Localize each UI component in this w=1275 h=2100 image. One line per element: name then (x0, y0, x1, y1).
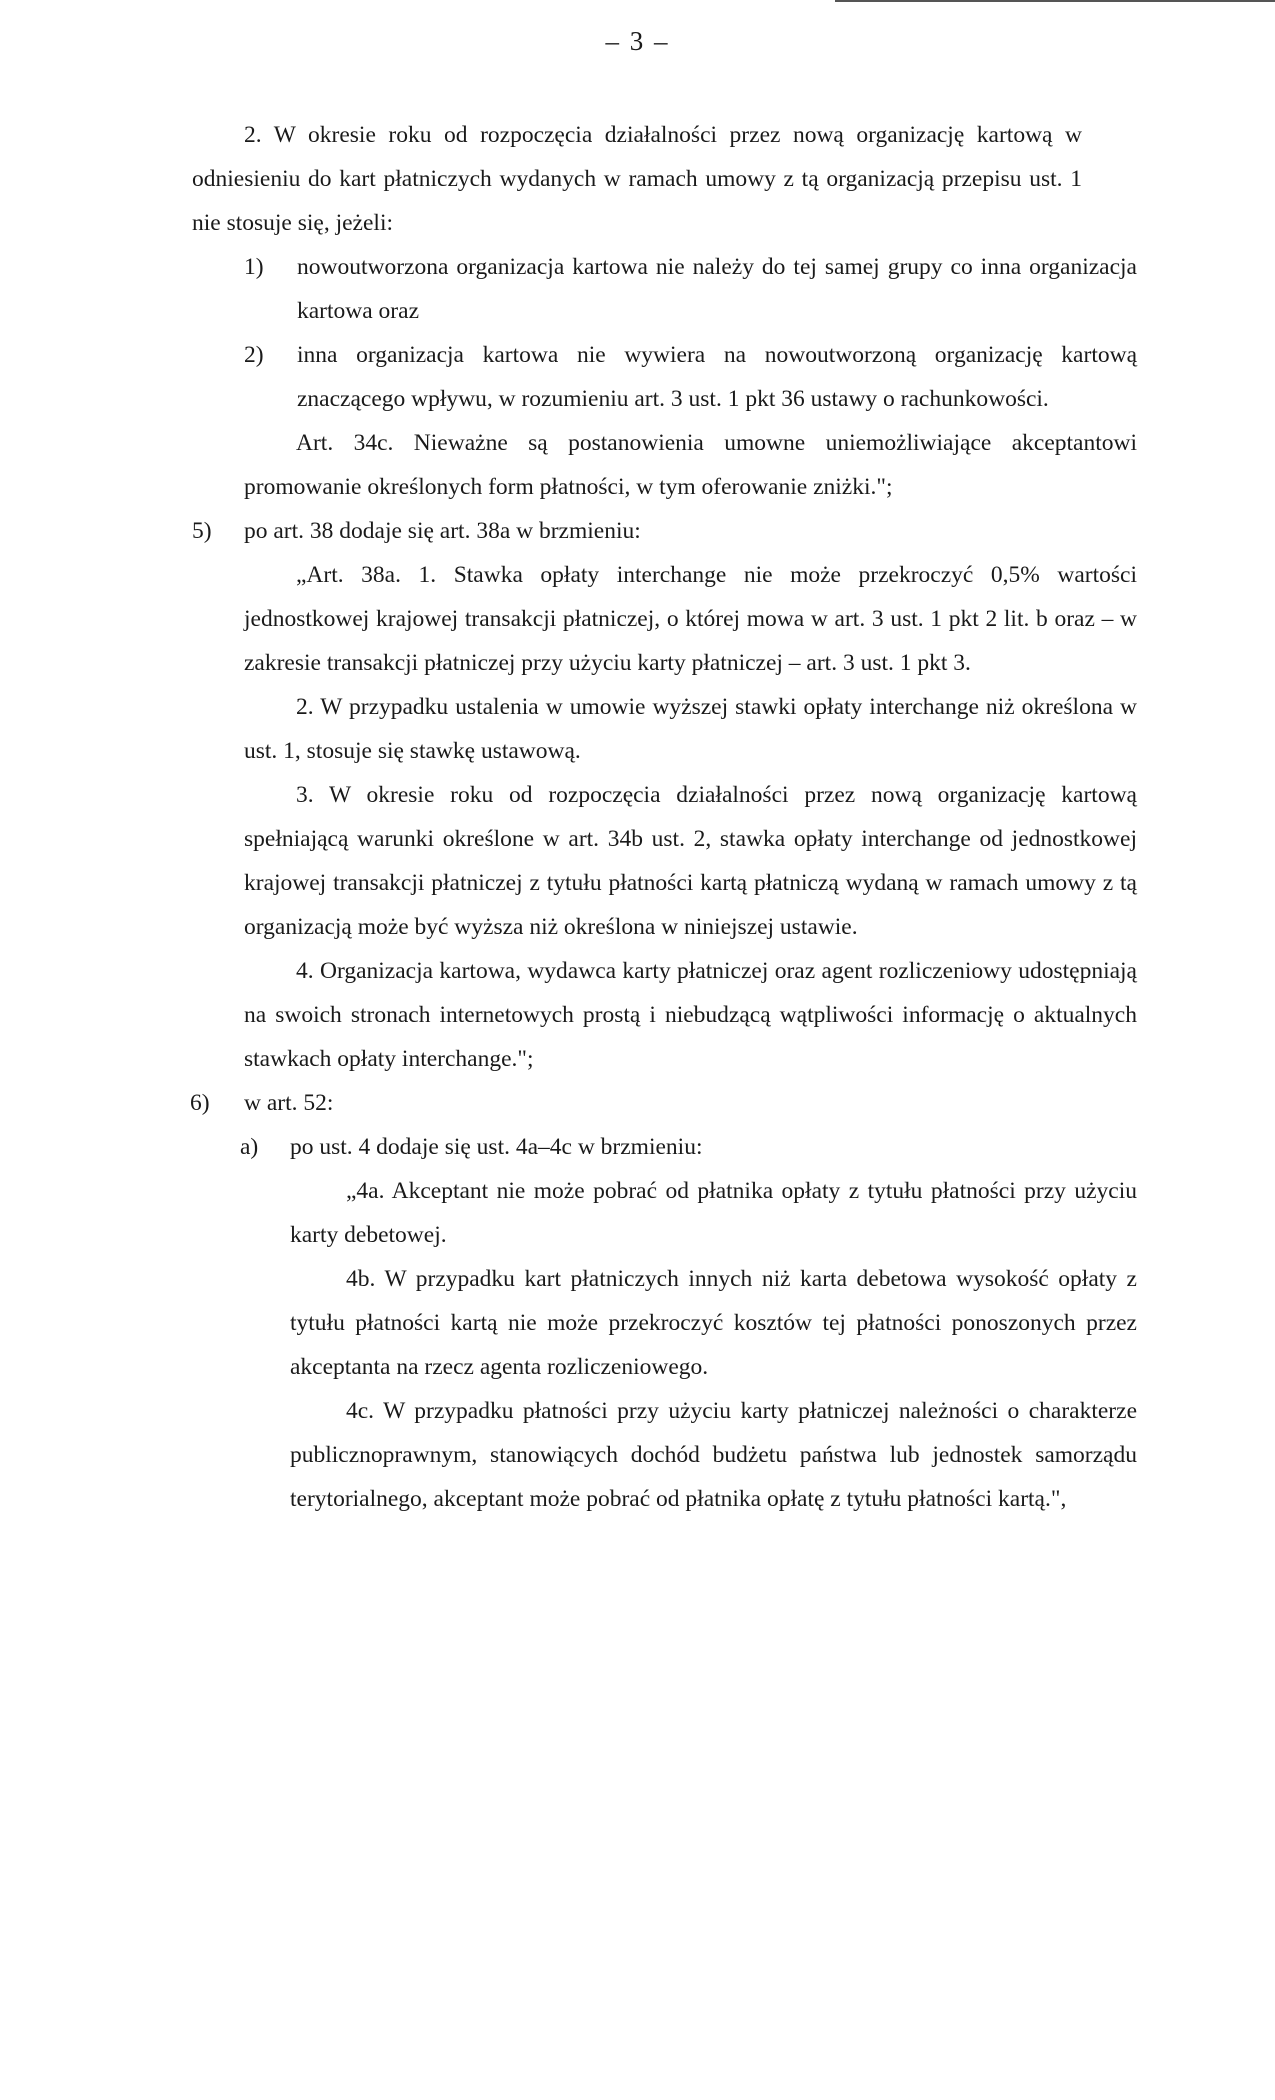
article-38a-ust-3: 3. W okresie roku od rozpoczęcia działalności przez nową organizację kartową spełniającą warunki określone w art. 34b ust. 2, stawka opłaty interchange od jednostkowej krajowej transakcji płatniczej z tytułu płatności kartą płatniczą wydaną w ramach umowy z tą organizacją może być wyższa niż określona w niniejszej ustawie. (244, 782, 1137, 940)
item-5-number: 5) (192, 518, 212, 544)
item-6a-letter: a) (240, 1134, 259, 1160)
top-edge-rule (835, 0, 1275, 2)
ust-4a: „4a. Akceptant nie może pobrać od płatnika opłaty z tytułu płatności przy użyciu karty debetowej. (290, 1178, 1137, 1248)
item-5-text: po art. 38 dodaje się art. 38a w brzmieniu: (244, 518, 641, 544)
point-1-number: 1) (244, 254, 264, 280)
point-1-text: nowoutworzona organizacja kartowa nie należy do tej samej grupy co inna organizacja kartowa oraz (297, 254, 1137, 324)
point-2-text: inna organizacja kartowa nie wywiera na nowoutworzoną organizację kartową znaczącego wpływu, w rozumieniu art. 3 ust. 1 pkt 36 ustawy o rachunkowości. (297, 342, 1137, 412)
ust-4b: 4b. W przypadku kart płatniczych innych niż karta debetowa wysokość opłaty z tytułu płatności kartą nie może przekroczyć kosztów tej płatności ponoszonych przez akceptanta na rzecz agenta rozliczeniowego. (290, 1266, 1137, 1380)
article-38a-ust-1: „Art. 38a. 1. Stawka opłaty interchange nie może przekroczyć 0,5% wartości jednostkowej krajowej transakcji płatniczej, o której mowa w art. 3 ust. 1 pkt 2 lit. b oraz – w zakresie transakcji płatniczej przy użyciu karty płatniczej – art. 3 ust. 1 pkt 3. (244, 562, 1137, 676)
item-6-text: w art. 52: (244, 1090, 334, 1116)
item-6a-text: po ust. 4 dodaje się ust. 4a–4c w brzmieniu: (290, 1134, 703, 1160)
point-2-number: 2) (244, 342, 264, 368)
article-34c: Art. 34c. Nieważne są postanowienia umowne uniemożliwiające akceptantowi promowanie określonych form płatności, w tym oferowanie zniżki."; (244, 430, 1137, 500)
article-38a-ust-2: 2. W przypadku ustalenia w umowie wyższej stawki opłaty interchange niż określona w ust. 1, stosuje się stawkę ustawową. (244, 694, 1137, 764)
ust-4c: 4c. W przypadku płatności przy użyciu karty płatniczej należności o charakterze publicznoprawnym, stanowiących dochód budżetu państwa lub jednostek samorządu terytorialnego, akceptant może pobrać od płatnika opłatę z tytułu płatności kartą.", (290, 1398, 1137, 1512)
item-6-number: 6) (190, 1090, 210, 1116)
page-number: – 3 – (605, 26, 670, 56)
paragraph-ust-2: 2. W okresie roku od rozpoczęcia działalności przez nową organizację kartową w odniesieniu do kart płatniczych wydanych w ramach umowy z tą organizacją przepisu ust. 1 nie stosuje się, jeżeli: (192, 122, 1082, 236)
article-38a-ust-4: 4. Organizacja kartowa, wydawca karty płatniczej oraz agent rozliczeniowy udostępniają na swoich stronach internetowych prostą i niebudzącą wątpliwości informację o aktualnych stawkach opłaty interchange."; (244, 958, 1137, 1072)
